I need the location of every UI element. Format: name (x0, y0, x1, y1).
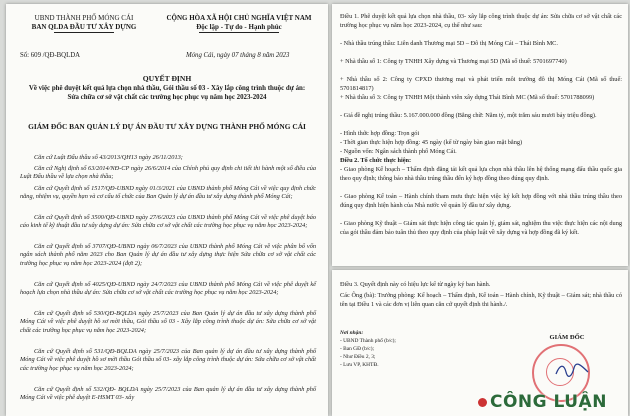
watermark-logo (478, 392, 628, 416)
header-underline (54, 32, 114, 33)
legal-basis-1: Căn cứ Luật Đấu thầu số 43/2013/QH13 ngày 26/11/2013; (34, 154, 183, 161)
nation-header (156, 14, 322, 33)
document-title: QUYẾT ĐỊNH (142, 74, 192, 83)
recipient-4: - Lưu VP, KHTĐ. (340, 362, 379, 368)
legal-basis-7: Căn cứ Quyết định số 530/QĐ-BQLDA ngày 25/7/2023 của Ban Quản lý dự án đầu tư xây dựng thành phố Móng Cái về việc phê duyệt hồ sơ mời thầu, Gói thầu số 03 - Xây lắp công trình thuộc dự án: Sửa chữa cơ sở vật chất các trường học phục vụ năm học 2023-2024; (20, 310, 316, 334)
contract-type: - Hình thức hợp đồng: Trọn gói (340, 130, 420, 137)
agency-line-2: BAN QLDA ĐẦU TƯ XÂY DỰNG (31, 22, 137, 31)
document-page-2 (332, 4, 628, 266)
place-date: Móng Cái, ngày 07 tháng 8 năm 2023 (186, 52, 290, 59)
bid-price: - Giá đề nghị trúng thầu: 5.167.000.000 đồng (Bằng chữ: Năm tỷ, một trăm sáu mươi bảy triệu đồng). (340, 112, 597, 119)
signer-title: GIÁM ĐỐC (549, 334, 585, 341)
article-1: Điều 1. Phê duyệt kết quả lựa chọn nhà thầu, 03- xây lắp công trình thuộc dự án: Sửa chữa cơ sở vật chất các trường học phục vụ năm học 2023-2024, cụ thể như sau: (340, 13, 622, 29)
recipients-title: Nơi nhận: (340, 330, 364, 336)
motto-underline (199, 32, 279, 33)
legal-basis-4: Căn cứ Quyết định số 3500/QĐ-UBND ngày 27/6/2023 của UBND thành phố Móng Cái về việc phê duyệt báo cáo kinh tế kỹ thuật đầu tư xây dựng dự án: Sửa chữa cơ sở vật chất các trường học phục vụ năm học 2023-2024; (20, 214, 316, 230)
contract-duration: - Thời gian thực hiện hợp đồng: 45 ngày (kể từ ngày bàn giao mặt bằng) (340, 139, 523, 146)
recipient-1: - UBND Thành phố (b/c); (340, 338, 396, 344)
legal-basis-3: Căn cứ Quyết định số 1517/QĐ-UBND ngày 01/3/2021 của UBND thành phố Móng Cái về việc quy định chức năng, nhiệm vụ, quyền hạn và cơ cấu tổ chức của Ban Quản lý dự án đầu tư xây dựng thành phố Móng Cái; (20, 185, 316, 201)
funding-source: - Nguồn vốn: Ngân sách thành phố Móng Cái. (340, 148, 457, 155)
task-accounting: - Giao phòng Kế toán – Hành chính tham mưu thực hiện việc ký kết hợp đồng với nhà thầu trúng thầu theo đúng quy định hiện hành của Nhà nước về quản lý đầu tư xây dựng. (340, 193, 622, 209)
legal-basis-5: Căn cứ Quyết định số 3707/QĐ-UBND ngày 06/7/2023 của UBND thành phố Móng Cái về việc phân bổ vốn ngân sách thành phố năm 2023 cho Ban Quản lý dự án đầu tư xây dựng thực hiện Sửa chữa cơ sở vật chất các trường học phục vụ năm học 2023-2024 (đợt 2); (20, 243, 316, 267)
agency-header (14, 14, 154, 33)
signature-icon (554, 362, 590, 378)
task-planning: - Giao phòng Kế hoạch – Thẩm định đăng tải kết quả lựa chọn nhà thầu lên hệ thống mạng đấu thầu quốc gia theo quy định; thông báo nhà thầu trúng thầu đến ký hợp đồng theo đúng quy định. (340, 166, 622, 182)
legal-basis-8: Căn cứ Quyết định số 531/QĐ-BQLDA ngày 25/7/2023 của Ban quản lý dự án đầu tư xây dựng thành phố Móng Cái về việc phê duyệt hồ sơ mời thầu Gói thầu số 03- xây lắp công trình thuộc dự án: Sửa chữa cơ sở vật chất các trường học phục vụ năm học 2023-2024; (20, 348, 316, 372)
legal-basis-6: Căn cứ Quyết định số 4025/QĐ-UBND ngày 24/7/2023 của UBND thành phố Móng Cái về việc phê duyệt kế hoạch lựa chọn nhà thầu dự án: Sửa chữa cơ sở vật chất các trường học phục vụ năm học 2023-2024; (20, 281, 316, 297)
nation-line-1: CỘNG HÒA XÃ HỘI CHỦ NGHĨA VIỆT NAM (166, 14, 312, 22)
agency-line-1: UBND THÀNH PHỐ MÓNG CÁI (34, 14, 134, 22)
document-number: Số: 609 /QĐ-BQLDA (20, 52, 81, 59)
article-3: Điều 3. Quyết định này có hiệu lực kể từ ngày ký ban hành. (340, 281, 491, 288)
legal-basis-9: Căn cứ Quyết định số 532/QĐ- BQLDA ngày 25/7/2023 của Ban quản lý dự án đầu tư xây dựng thành phố Móng Cái về việc phê duyệt E-HSMT 03- xây (20, 386, 316, 402)
issuer-heading: GIÁM ĐỐC BAN QUẢN LÝ DỰ ÁN ĐẦU TƯ XÂY DỰNG THÀNH PHỐ MÓNG CÁI (28, 122, 306, 131)
member-2: + Nhà thầu số 2: Công ty CPXD thương mại và phát triển môi trường đô thị Móng Cái (Mã số thuế: 5701814817) (340, 76, 622, 92)
globe-icon (478, 398, 487, 407)
article-2: Điều 2. Tổ chức thực hiện: (340, 157, 412, 164)
nation-line-2: Độc lập - Tự do - Hạnh phúc (196, 22, 282, 31)
recipient-3: - Như Điều 2, 3; (340, 354, 376, 360)
member-1: + Nhà thầu số 1: Công ty TNHH Xây dựng và Thương mại 5D (Mã số thuế: 5701697740) (340, 58, 567, 65)
recipient-2: - Ban GĐ (b/c); (340, 346, 374, 352)
article-3-body: Các Ông (bà): Trưởng phòng: Kế hoạch – Thẩm định, Kế toán – Hành chính, Kỹ thuật – Giám sát; nhà thầu có tên tại Điều 1 và các đơn vị liên quan căn cứ quyết định thi hành./. (340, 292, 622, 309)
document-subtitle: Về việc phê duyệt kết quả lựa chọn nhà thầu, Gói thầu số 03 - Xây lắp công trình thuộc dự án: Sửa chữa cơ sở vật chất các trường học phục vụ năm học 2023-2024 (28, 85, 306, 101)
legal-basis-2: Căn cứ Nghị định số 63/2014/NĐ-CP ngày 26/6/2014 của Chính phủ quy định chi tiết thi hành một số điều của Luật Đấu thầu về lựa chọn nhà thầu; (20, 165, 316, 181)
winning-bidder: - Nhà thầu trúng thầu: Liên danh Thương mại 5D – Đô thị Móng Cái – Thái Bình MC. (340, 40, 558, 47)
task-technical: - Giao phòng Kỹ thuật – Giám sát thực hiện công tác quản lý, giám sát, nghiệm thu việc thực hiện các nội dung của gói thầu đảm bảo tuân thủ theo quy định của pháp luật về xây dựng và hợp đồng đã ký kết. (340, 220, 622, 236)
document-page-1 (6, 4, 328, 416)
watermark-text: CÔNG LUẬN (490, 392, 607, 412)
member-3: + Nhà thầu số 3: Công ty TNHH Một thành viên xây dựng Thái Bình MC (Mã số thuế: 5701788099) (340, 94, 595, 101)
